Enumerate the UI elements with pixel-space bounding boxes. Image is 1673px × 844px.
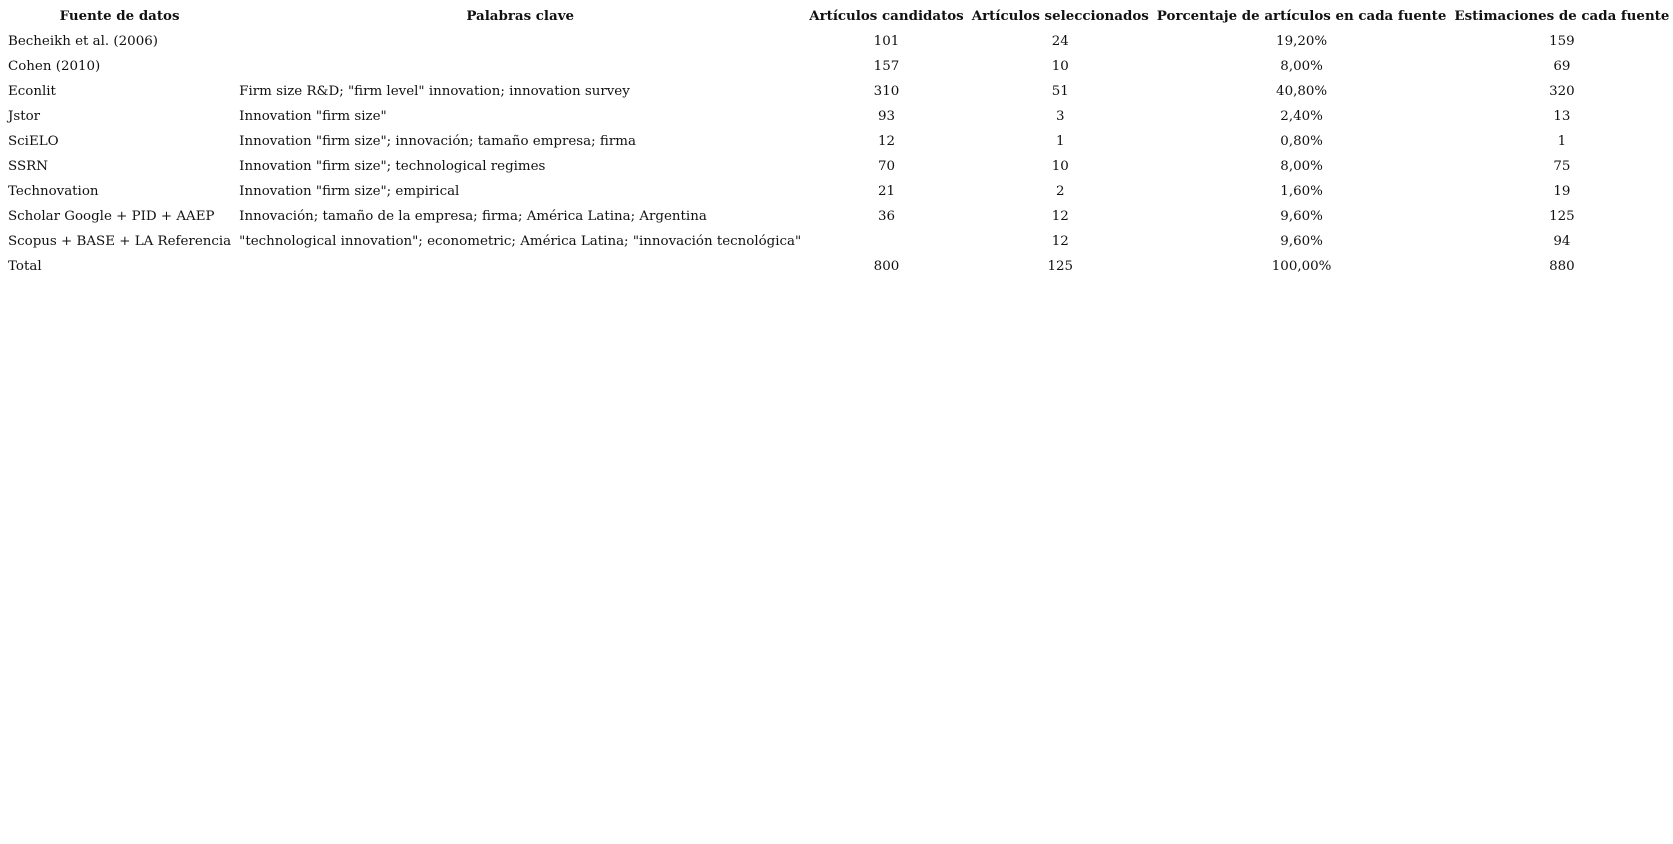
cell-seleccionados: 51 xyxy=(1051,84,1069,99)
cell-estimaciones: 19 xyxy=(1553,184,1571,199)
cell-seleccionados: 24 xyxy=(1051,34,1069,49)
cell-porcentaje: 2,40% xyxy=(1280,109,1323,124)
cell-porcentaje: 9,60% xyxy=(1280,209,1323,224)
cell-fuente: SciELO xyxy=(8,134,59,149)
cell-seleccionados: 3 xyxy=(1056,109,1065,124)
cell-fuente: Econlit xyxy=(8,84,56,99)
cell-palabras xyxy=(235,29,805,54)
cell-candidatos: 93 xyxy=(877,109,895,124)
cell-porcentaje: 100,00% xyxy=(1271,259,1332,274)
cell-candidatos: 310 xyxy=(873,84,900,99)
cell-seleccionados: 10 xyxy=(1051,159,1069,174)
cell-candidatos: 157 xyxy=(873,59,900,74)
cell-estimaciones: 320 xyxy=(1549,84,1575,99)
cell-estimaciones: 159 xyxy=(1549,34,1575,49)
cell-seleccionados: 2 xyxy=(1056,184,1065,199)
cell-estimaciones: 880 xyxy=(1549,259,1575,274)
table-row xyxy=(4,179,1673,204)
table-row xyxy=(4,79,1673,104)
cell-estimaciones: 1 xyxy=(1557,134,1567,149)
header-palabras: Palabras clave xyxy=(466,8,574,24)
table-row xyxy=(4,129,1673,154)
cell-candidatos: 800 xyxy=(873,259,900,274)
cell-fuente: Jstor xyxy=(8,109,41,124)
cell-candidatos: 21 xyxy=(877,184,895,199)
cell-palabras xyxy=(235,54,805,79)
table-row xyxy=(4,204,1673,229)
cell-palabras: Innovation "firm size"; technological regimes xyxy=(239,159,546,174)
cell-fuente: Scholar Google + PID + AAEP xyxy=(8,209,215,224)
cell-estimaciones: 75 xyxy=(1553,159,1571,174)
cell-seleccionados: 1 xyxy=(1056,134,1065,149)
cell-fuente: Scopus + BASE + LA Referencia xyxy=(8,234,232,249)
cell-palabras: "technological innovation"; econometric; América Latina; "innovación tecnológica" xyxy=(239,234,802,249)
cell-fuente: Becheikh et al. (2006) xyxy=(8,34,158,49)
header-candidatos: Artículos candidatos xyxy=(809,8,964,24)
table-row xyxy=(4,54,1673,79)
table-row xyxy=(4,154,1673,179)
cell-candidatos: 12 xyxy=(877,134,895,149)
cell-estimaciones: 125 xyxy=(1549,209,1575,224)
cell-candidatos: 36 xyxy=(877,209,895,224)
cell-estimaciones: 13 xyxy=(1553,109,1571,124)
cell-seleccionados: 125 xyxy=(1047,259,1074,274)
table-row xyxy=(4,104,1673,129)
header-porcentaje: Porcentaje de artículos en cada fuente xyxy=(1156,8,1447,24)
cell-candidatos: 101 xyxy=(873,34,900,49)
cell-palabras: Innovation "firm size" xyxy=(239,109,387,124)
cell-porcentaje: 8,00% xyxy=(1280,59,1323,74)
cell-palabras: Innovation "firm size"; innovación; tamaño empresa; firma xyxy=(239,134,636,149)
cell-porcentaje: 19,20% xyxy=(1276,34,1328,49)
cell-palabras: Innovación; tamaño de la empresa; firma; América Latina; Argentina xyxy=(239,209,707,224)
cell-palabras: Innovation "firm size"; empirical xyxy=(239,184,460,199)
total-row xyxy=(4,254,1673,279)
cell-estimaciones: 69 xyxy=(1553,59,1571,74)
header-fuente: Fuente de datos xyxy=(59,8,180,24)
cell-candidatos: 70 xyxy=(877,159,895,174)
data-table xyxy=(4,4,1673,279)
header-row xyxy=(4,4,1673,29)
cell-seleccionados: 12 xyxy=(1051,209,1069,224)
cell-fuente: Total xyxy=(8,259,42,274)
cell-seleccionados: 12 xyxy=(1051,234,1069,249)
cell-fuente: Technovation xyxy=(8,184,99,199)
table-row xyxy=(4,229,1673,254)
cell-porcentaje: 40,80% xyxy=(1276,84,1328,99)
cell-fuente: SSRN xyxy=(8,159,48,174)
header-estimaciones: Estimaciones de cada fuente xyxy=(1454,8,1670,24)
cell-palabras xyxy=(235,254,805,279)
cell-candidatos xyxy=(805,229,968,254)
header-seleccionados: Artículos seleccionados xyxy=(971,8,1149,24)
table-row xyxy=(4,29,1673,54)
cell-porcentaje: 1,60% xyxy=(1280,184,1323,199)
cell-porcentaje: 8,00% xyxy=(1280,159,1323,174)
cell-porcentaje: 0,80% xyxy=(1280,134,1323,149)
cell-palabras: Firm size R&D; "firm level" innovation; innovation survey xyxy=(239,84,630,99)
cell-porcentaje: 9,60% xyxy=(1280,234,1323,249)
cell-estimaciones: 94 xyxy=(1553,234,1571,249)
cell-fuente: Cohen (2010) xyxy=(8,59,101,74)
cell-seleccionados: 10 xyxy=(1051,59,1069,74)
